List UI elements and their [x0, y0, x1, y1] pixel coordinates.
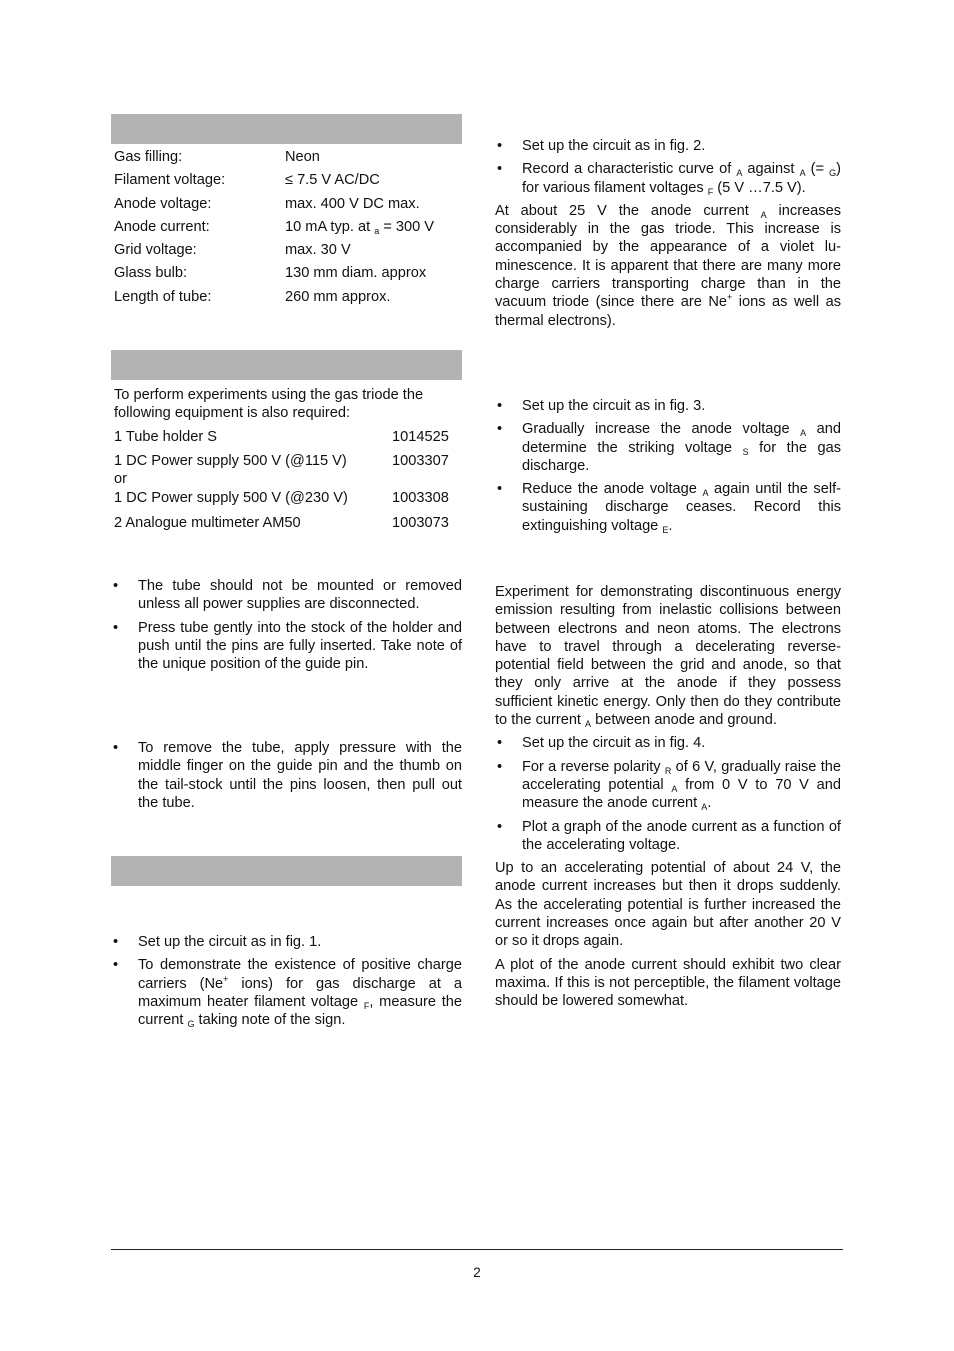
- spec-value: Neon: [285, 149, 320, 165]
- list-item: • Set up the circuit as in fig. 2.: [495, 137, 841, 155]
- spec-label: Anode current:: [114, 218, 210, 235]
- list-item: • For a reverse polarity $_R$ of 6 V, gradually raise the accelerating potential $_A$ from 0 V to 70 V and measure the anode current $_A$.: [495, 758, 841, 813]
- handling-list-1: [111, 577, 462, 678]
- paragraph: At about 25 V the anode current $_A$ increases considerably in the gas triode. This increase is accompanied by the appearance of a violet luminescence. It is apparent that there are many more charge carriers transporting charge than in the vacuum triode (since there are Ne+ ions as well as thermal electrons).: [495, 202, 841, 329]
- list-item: • To remove the tube, apply pressure with the middle finger on the guide pin and the thumb on the tail-stock until the pins loosen, then pull out the tube.: [111, 739, 462, 812]
- spec-value: ≤ 7.5 V AC/DC: [285, 172, 380, 189]
- list-item: • The tube should not be mounted or removed unless all power supplies are disconnected.: [111, 577, 462, 614]
- list-item: • Plot a graph of the anode current as a function of the accelerating voltage.: [495, 818, 841, 855]
- spec-row: [111, 288, 462, 311]
- spec-value: 130 mm diam. approx: [285, 265, 427, 282]
- spec-row: [111, 148, 462, 171]
- list-item: • Set up the circuit as in fig. 3.: [495, 397, 841, 415]
- experiment-3: [495, 397, 841, 540]
- spec-label: Anode voltage:: [114, 195, 212, 212]
- spec-label: Gas filling:: [114, 149, 183, 165]
- spec-label: Grid voltage:: [114, 242, 197, 259]
- experiment-4: [495, 583, 841, 1016]
- list-item: • Set up the circuit as in fig. 4.: [495, 734, 841, 752]
- spec-row: [111, 264, 462, 287]
- paragraph: A plot of the anode current should exhibit two clear maxima. If this is not perceptible, the filament voltage should be lowered somewhat.: [495, 956, 841, 1010]
- spec-value: 260 mm approx.: [285, 288, 391, 305]
- spec-row: [111, 241, 462, 264]
- equipment-item: 1 DC Power supply 500 V (@230 V) 1003308: [114, 490, 449, 507]
- list-item: • Press tube gently into the stock of the holder and push until the pins are fully inserted. Take note of the unique position of the guide pin.: [111, 619, 462, 674]
- spec-row: [111, 218, 462, 241]
- list-item: • Reduce the anode voltage $_A$ again until the self-sustaining discharge ceases. Record this extinguishing voltage $_E$.: [495, 480, 841, 535]
- spec-row: [111, 195, 462, 218]
- equipment-section: [111, 386, 462, 532]
- equipment-item: 1 Tube holder S 1014525: [114, 428, 449, 445]
- list-item: • Record a characteristic curve of $_A$ against $_A$ (= $_G$) for various filament voltages $_F$ (5 V …7.5 V).: [495, 160, 841, 197]
- section-header-bar-equipment: [111, 350, 462, 380]
- section-header-bar-experiments: [111, 856, 462, 886]
- equipment-item: 2 Analogue multimeter AM50 1003073: [114, 514, 449, 531]
- list-item: • Gradually increase the anode voltage $_A$ and determine the striking voltage $_S$ for the gas discharge.: [495, 420, 841, 475]
- spec-value: 10 mA typ. at $_a$ = 300 V: [285, 218, 435, 236]
- technical-data-table: [111, 148, 462, 311]
- list-item: • Set up the circuit as in fig. 1.: [111, 933, 462, 951]
- section-header-bar-technical-data: [111, 114, 462, 144]
- spec-label: Glass bulb:: [114, 265, 188, 282]
- handling-list-2: [111, 739, 462, 817]
- spec-label: Length of tube:: [114, 288, 212, 305]
- experiment-2: [495, 137, 841, 335]
- spec-value: max. 30 V: [285, 242, 351, 259]
- footer-rule: [111, 1249, 843, 1250]
- list-item: • To demonstrate the existence of positive charge carriers (Ne+ ions) for gas discharge at a maximum heater filament voltage $_F$, measure the current $_G$ taking note of the sign.: [111, 956, 462, 1029]
- paragraph: Up to an accelerating potential of about 24 V, the anode current increases but then it drops suddenly. As the accelerating potential is further increased the current increases once again but after another 20 V or so it drops again.: [495, 860, 841, 950]
- experiment-1-list: [111, 933, 462, 1034]
- equipment-or: or: [114, 471, 127, 488]
- equipment-item: 1 DC Power supply 500 V (@115 V) 1003307: [114, 452, 449, 469]
- spec-value: max. 400 V DC max.: [285, 195, 420, 212]
- equipment-intro: To perform experiments using the gas triode the following equipment is also required:: [114, 387, 424, 422]
- spec-label: Filament voltage:: [114, 172, 226, 189]
- spec-row: [111, 171, 462, 194]
- paragraph: Experiment for demonstrating discontinuous energy emission resulting from inelastic collisions between between electrons and neon atoms. The electrons have to travel through a decelerating reverse-potential field between the grid and anode, so that they only arrive at the anode if they possess sufficient kinetic energy. Only then do they contribute to the current $_A$ between anode and ground.: [495, 584, 841, 730]
- page-number: 2: [473, 1265, 481, 1280]
